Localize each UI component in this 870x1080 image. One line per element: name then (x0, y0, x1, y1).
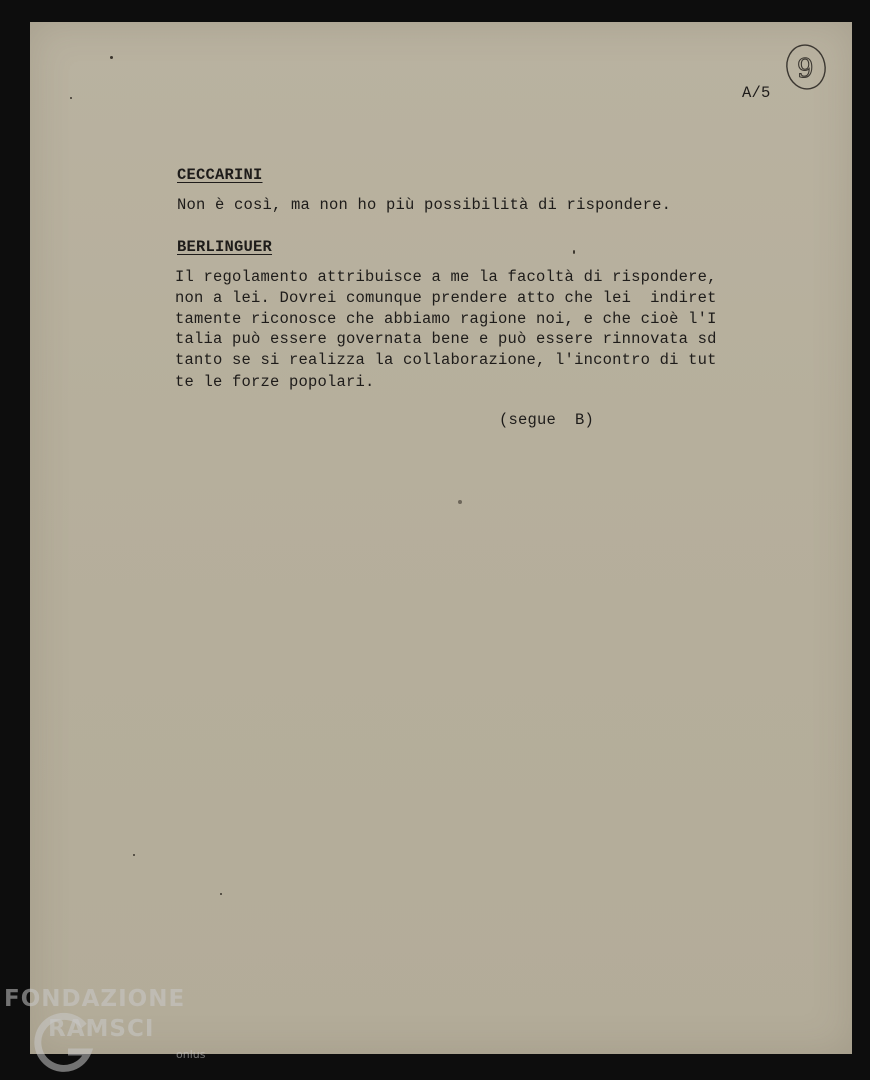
page-reference: A/5 (742, 84, 771, 102)
speaker-text-line: talia può essere governata bene e può essere rinnovata sd (175, 330, 717, 348)
speaker-text-ceccarini: Non è così, ma non ho più possibilità di rispondere. (177, 196, 672, 214)
watermark-line2: RAMSCI (48, 1016, 155, 1042)
paper-speck (573, 250, 575, 254)
speaker-text-line: te le forze popolari. (175, 373, 375, 391)
paper-speck (458, 500, 462, 504)
paper-speck (133, 854, 135, 856)
speaker-name-ceccarini: CECCARINI (177, 166, 263, 184)
speaker-text-line: tamente riconosce che abbiamo ragione noi, e che cioè l'I (175, 310, 717, 328)
handwritten-page-number (784, 40, 828, 92)
speaker-name-berlinguer: BERLINGUER (177, 238, 273, 256)
speaker-text-line: tanto se si realizza la collaborazione, l'incontro di tut (175, 351, 717, 369)
document-page (30, 22, 852, 1054)
speaker-text-line: Il regolamento attribuisce a me la facoltà di rispondere, (175, 268, 717, 286)
svg-text:9: 9 (797, 54, 814, 84)
paper-speck (110, 56, 113, 59)
watermark-line3: onlus (176, 1048, 206, 1061)
watermark-line1: FONDAZIONE (4, 986, 186, 1012)
speaker-text-line: non a lei. Dovrei comunque prendere atto che lei indiret (175, 289, 717, 307)
continuation-note: (segue B) (499, 411, 595, 429)
paper-speck (70, 97, 72, 99)
paper-speck (220, 893, 222, 895)
